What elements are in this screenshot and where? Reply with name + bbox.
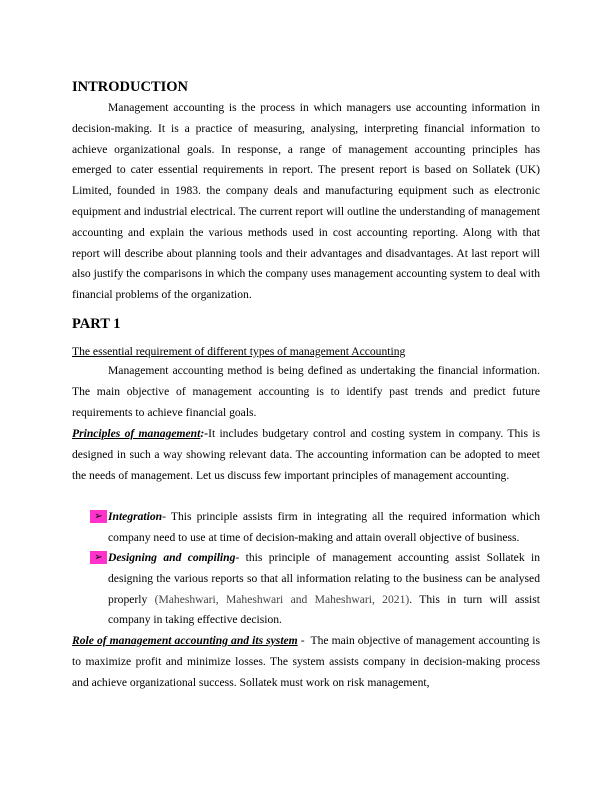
principles-label: Principles of management bbox=[72, 427, 201, 440]
part1-heading: PART 1 bbox=[72, 316, 121, 332]
part1-subheading: The essential requirement of different types of management Accounting bbox=[72, 345, 406, 358]
principles-sep: :- bbox=[200, 427, 209, 440]
bullet-designing-body-after: . This in turn will assist company in taking effective decision. bbox=[108, 592, 540, 627]
bullet-designing-citation: (Maheshwari, Maheshwari and Maheshwari, 2021) bbox=[154, 592, 410, 606]
bullet-integration-text bbox=[108, 507, 540, 549]
arrow-bullet-icon: ➢ bbox=[90, 510, 107, 523]
role-label: Role of management accounting and its system bbox=[72, 634, 298, 647]
role-sep: - bbox=[297, 634, 311, 647]
role-text: The main objective of management accounting is to maximize profit and minimize losses. The system assists company in decision-making process and achieve organizational success. Sollatek must work on risk management, bbox=[72, 634, 540, 689]
intro-heading: INTRODUCTION bbox=[72, 79, 189, 95]
bullet-designing-text bbox=[108, 548, 540, 631]
principles-paragraph bbox=[72, 424, 540, 486]
principles-text: It includes budgetary control and costing system in company. This is designed in such a way showing relevant data. The accounting information can be adopted to meet the needs of management. Let us discuss few important principles of management accounting. bbox=[72, 427, 540, 482]
role-paragraph bbox=[72, 631, 540, 693]
intro-paragraph: Management accounting is the process in which managers use accounting information in decision-making. It is a practice of measuring, analysing, interpreting financial information to achieve organizational goals. In response, a range of management accounting principles has emerged to cater essential requirements in report. The present report is based on Sollatek (UK) Limited, founded in 1983. the company deals and manufacturing equipment such as electronic equipment and industrial electrical. The current report will outline the understanding of management accounting and explain the various methods used in cost accounting reporting. Along with that report will describe about planning tools and their advantages and disadvantages. At last report will also justify the comparisons in which the company uses management accounting system to deal with financial problems of the organization. bbox=[72, 101, 540, 302]
bullet-integration-title: Integration bbox=[108, 510, 163, 523]
bullet-integration-body: - This principle assists firm in integrating all the required information which company need to use at time of decision-making and attain overall objective of business. bbox=[108, 510, 540, 544]
arrow-bullet-icon: ➢ bbox=[90, 551, 107, 564]
bullet-designing-title: Designing and compiling bbox=[108, 551, 236, 564]
bullet-designing-body: - this principle of management accounting assist Sollatek in designing the various reports so that all information relating to the business can be analysed properly bbox=[108, 551, 541, 606]
part1-paragraph: Management accounting method is being defined as undertaking the financial information. The main objective of management accounting is to identify past trends and predict future requirements to achieve financial goals. bbox=[72, 364, 540, 419]
